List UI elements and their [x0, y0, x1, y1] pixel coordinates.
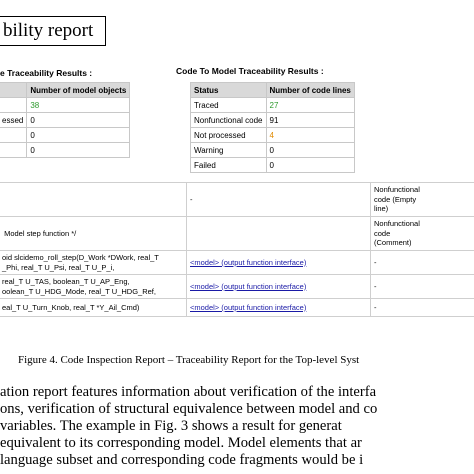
right-row-status: Not processed [191, 128, 267, 143]
code-cell: eal_T U_Turn_Knob, real_T *Y_Ail_Cmd) [0, 299, 187, 317]
status-cell: - [371, 299, 474, 317]
left-row-value: 38 [27, 98, 130, 113]
right-row-status: Warning [191, 143, 267, 158]
left-row-value: 0 [27, 128, 130, 143]
right-results-table [190, 82, 355, 173]
status-cell: - [371, 275, 474, 299]
status-cell: Nonfunctional code (Empty line) [371, 183, 474, 217]
link-cell [187, 217, 371, 251]
right-row-value: 4 [266, 128, 354, 143]
table-row [0, 128, 130, 143]
table-row [0, 143, 130, 158]
code-inspection-table [0, 182, 474, 317]
left-results-table [0, 82, 130, 158]
table-row [191, 143, 355, 158]
body-text-line: ons, verification of structural equivalence between model and co [0, 401, 378, 417]
table-row [191, 128, 355, 143]
output-function-link[interactable]: <model> (output function interface) [190, 302, 307, 312]
body-text-line: variables. The example in Fig. 3 shows a result for generat [0, 418, 342, 434]
right-row-value: 27 [266, 98, 354, 113]
link-cell[interactable] [187, 275, 371, 299]
table-row [0, 217, 474, 251]
right-header-count: Number of code lines [266, 83, 354, 98]
table-row [0, 251, 474, 275]
table-row [0, 113, 130, 128]
left-row-value: 0 [27, 143, 130, 158]
code-cell: oid slcidemo_roll_step(D_Work *DWork, real_T _Phi, real_T U_Psi, real_T U_P_i, [0, 251, 187, 275]
left-section-title: e Traceability Results : [0, 68, 93, 78]
table-row [191, 98, 355, 113]
report-title: bility report [0, 16, 106, 46]
left-row-label [0, 128, 27, 143]
code-cell [0, 183, 187, 217]
left-row-label [0, 98, 27, 113]
right-row-status: Nonfunctional code [191, 113, 267, 128]
right-row-status: Traced [191, 98, 267, 113]
table-row [0, 98, 130, 113]
table-row [0, 183, 474, 217]
body-text-line: equivalent to its corresponding model. Model elements that ar [0, 435, 362, 451]
right-row-value: 0 [266, 158, 354, 173]
right-row-value: 91 [266, 113, 354, 128]
status-cell: - [371, 251, 474, 275]
right-header-status: Status [191, 83, 267, 98]
code-cell: Model step function */ [0, 217, 187, 251]
left-header-status [0, 83, 27, 98]
output-function-link[interactable]: <model> (output function interface) [190, 257, 307, 267]
code-cell: real_T U_TAS, boolean_T U_AP_Eng, oolean_T U_HDG_Mode, real_T U_HDG_Ref, [0, 275, 187, 299]
body-text-line: ation report features information about verification of the interfa [0, 384, 377, 400]
left-row-label: essed [0, 113, 27, 128]
output-function-link[interactable]: <model> (output function interface) [190, 281, 307, 291]
left-row-label [0, 143, 27, 158]
status-cell: Nonfunctional code (Comment) [371, 217, 474, 251]
right-section-title: Code To Model Traceability Results : [176, 66, 324, 76]
table-row [191, 113, 355, 128]
figure-caption: Figure 4. Code Inspection Report – Traceability Report for the Top-level Syst [18, 354, 360, 366]
link-cell[interactable] [187, 299, 371, 317]
table-row [0, 299, 474, 317]
link-cell: - [187, 183, 371, 217]
body-text-line: language subset and corresponding code fragments would be i [0, 452, 364, 468]
left-row-value: 0 [27, 113, 130, 128]
link-cell[interactable] [187, 251, 371, 275]
right-row-status: Failed [191, 158, 267, 173]
left-header-count: Number of model objects [27, 83, 130, 98]
table-row [0, 275, 474, 299]
table-row [191, 158, 355, 173]
right-row-value: 0 [266, 143, 354, 158]
